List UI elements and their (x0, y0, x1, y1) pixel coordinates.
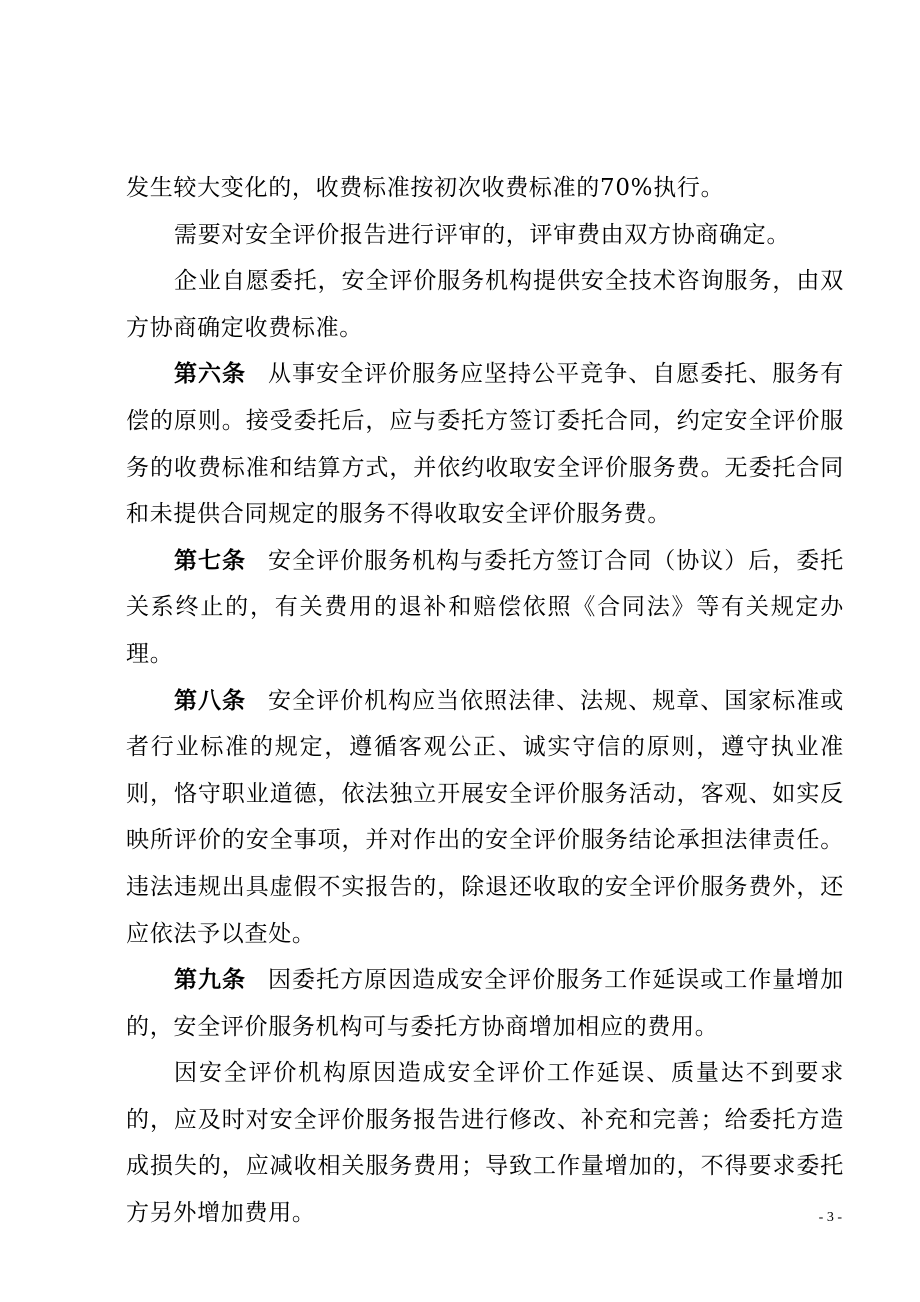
paragraph-text: 因安全评价机构原因造成安全评价工作延误、质量达不到要求的，应及时对安全评价服务报告进行修改、补充和完善；给委托方造成损失的，应减收相关服务费用；导致工作量增加的，不得要求委托方另外增加费用。 (126, 1060, 844, 1227)
paragraph-text: 企业自愿委托，安全评价服务机构提供安全技术咨询服务，由双方协商确定收费标准。 (126, 268, 844, 341)
article-text: 安全评价机构应当依照法律、法规、规章、国家标准或者行业标准的规定，遵循客观公正、诚实守信的原则，遵守执业准则，恪守职业道德，依法独立开展安全评价服务活动，客观、如实反映所评价的安全事项，并对作出的安全评价服务结论承担法律责任。违法违规出具虚假不实报告的，除退还收取的安全评价服务费外，还应依法予以查处。 (126, 687, 844, 947)
paragraph-text: 需要对安全评价报告进行评审的，评审费由双方协商确定。 (174, 221, 791, 248)
article-title: 第七条 (174, 547, 247, 574)
article-text: 安全评价服务机构与委托方签订合同（协议）后，委托关系终止的，有关费用的退补和赔偿依照《合同法》等有关规定办理。 (126, 547, 844, 667)
paragraph-3 (126, 258, 844, 351)
document-body (126, 165, 844, 1237)
paragraph-1 (126, 165, 844, 212)
article-title: 第八条 (174, 687, 247, 714)
page-number: - 3 - (818, 1210, 842, 1225)
paragraph-text: 发生较大变化的，收费标准按初次收费标准的70%执行。 (126, 175, 725, 201)
article-7 (126, 538, 844, 678)
article-text: 从事安全评价服务应坚持公平竞争、自愿委托、服务有偿的原则。接受委托后，应与委托方签订委托合同，约定安全评价服务的收费标准和结算方式，并依约收取安全评价服务费。无委托合同和未提供合同规定的服务不得收取安全评价服务费。 (126, 361, 844, 528)
article-title: 第六条 (174, 361, 247, 388)
paragraph-2 (126, 212, 844, 259)
article-title: 第九条 (174, 967, 247, 994)
article-9 (126, 957, 844, 1050)
article-8 (126, 678, 844, 958)
article-text: 因委托方原因造成安全评价服务工作延误或工作量增加的，安全评价服务机构可与委托方协商增加相应的费用。 (126, 967, 844, 1040)
paragraph-8 (126, 1050, 844, 1236)
article-6 (126, 351, 844, 537)
